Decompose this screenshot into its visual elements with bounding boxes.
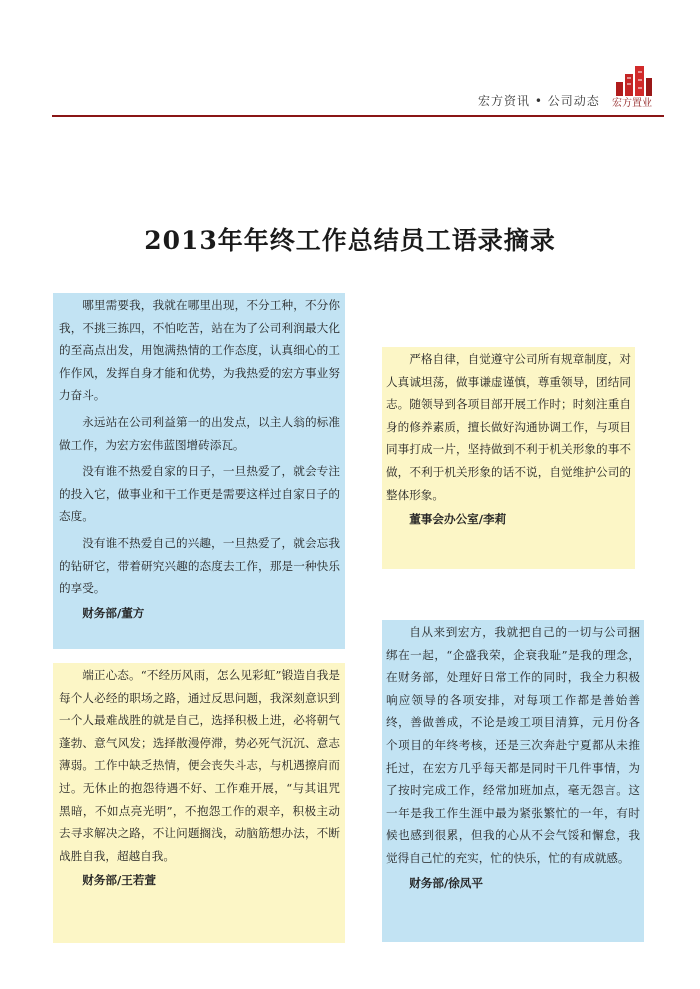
quote-box-xufengping (382, 620, 644, 942)
quote-paragraph: 自从来到宏方，我就把自己的一切与公司捆绑在一起，“企盛我荣，企衰我耻”是我的理念，在财务部，处理好日常工作的同时，我全力积极响应领导的各项安排，对每项工作都是善始善终，善做善成，不论是竣工项目清算，元月份各个项目的年终考核，还是三次奔赴宁夏都从未推托过，在宏方几乎每天都是同时干几件事情，为了按时完成工作，经常加班加点，毫无怨言。这一年是我工作生涯中最为紧张繁忙的一年，有时候也感到很累，但我的心从不会气馁和懈怠，我觉得自己忙的充实，忙的快乐，忙的有成就感。 (386, 625, 640, 865)
quote-box-wangruoxuan (53, 663, 345, 943)
quote-paragraph: 没有谁不热爱自己的兴趣，一旦热爱了，就会忘我的钻研它，带着研究兴趣的态度去工作，那是一种快乐的享受。 (59, 535, 340, 596)
quote-box-lili (382, 347, 635, 569)
quote-box-dongfang (53, 293, 345, 649)
page-title: 2013年年终工作总结员工语录摘录 (144, 226, 556, 255)
header-divider (52, 115, 664, 117)
quote-signature: 财务部/王若萱 (82, 873, 156, 888)
quote-paragraph: 端正心态。“不经历风雨，怎么见彩虹”锻造自我是每个人必经的职场之路，通过反思问题，我深刻意识到一个人最难战胜的就是自己，选择积极上进，必将朝气蓬勃、意气风发；选择散漫停滞，势必死气沉沉、意志薄弱。工作中缺乏热情，便会丧失斗志，与机遇擦肩而过。无休止的抱怨待遇不好、工作难开展，“与其诅咒黑暗，不如点亮光明”，不抱怨工作的艰辛，积极主动去寻求解决之路，不让问题搁浅，动脑筋想办法，不断战胜自我，超越自我。 (59, 668, 340, 863)
quote-paragraph: 哪里需要我，我就在哪里出现，不分工种，不分你我，不挑三拣四，不怕吃苦，站在为了公司利润最大化的至高点出发，用饱满热情的工作态度，认真细心的工作作风，发挥自身才能和优势，为我热爱的宏方事业努力奋斗。 (59, 298, 340, 403)
logo-text: 宏方置业 (612, 98, 652, 109)
quote-paragraph: 永远站在公司利益第一的出发点，以主人翁的标准做工作，为宏方宏伟蓝图增砖添瓦。 (59, 414, 340, 452)
quote-signature: 财务部/董方 (82, 605, 145, 620)
quote-paragraph: 没有谁不热爱自家的日子，一旦热爱了，就会专注的投入它，做事业和干工作更是需要这样过自家日子的态度。 (59, 464, 340, 524)
quote-signature: 财务部/徐凤平 (409, 875, 483, 890)
section-header: 宏方资讯 • 公司动态 (478, 94, 600, 108)
quote-paragraph: 严格自律，自觉遵守公司所有规章制度，对人真诚坦荡，做事谦虚谨慎，尊重领导，团结同志。随领导到各项目部开展工作时；时刻注重自身的修养素质，擅长做好沟通协调工作，与项目同事打成一片，坚持做到不利于机关形象的事不做，不利于机关形象的话不说，自觉维护公司的整体形象。 (386, 352, 631, 502)
quote-signature: 董事会办公室/李莉 (409, 512, 507, 527)
